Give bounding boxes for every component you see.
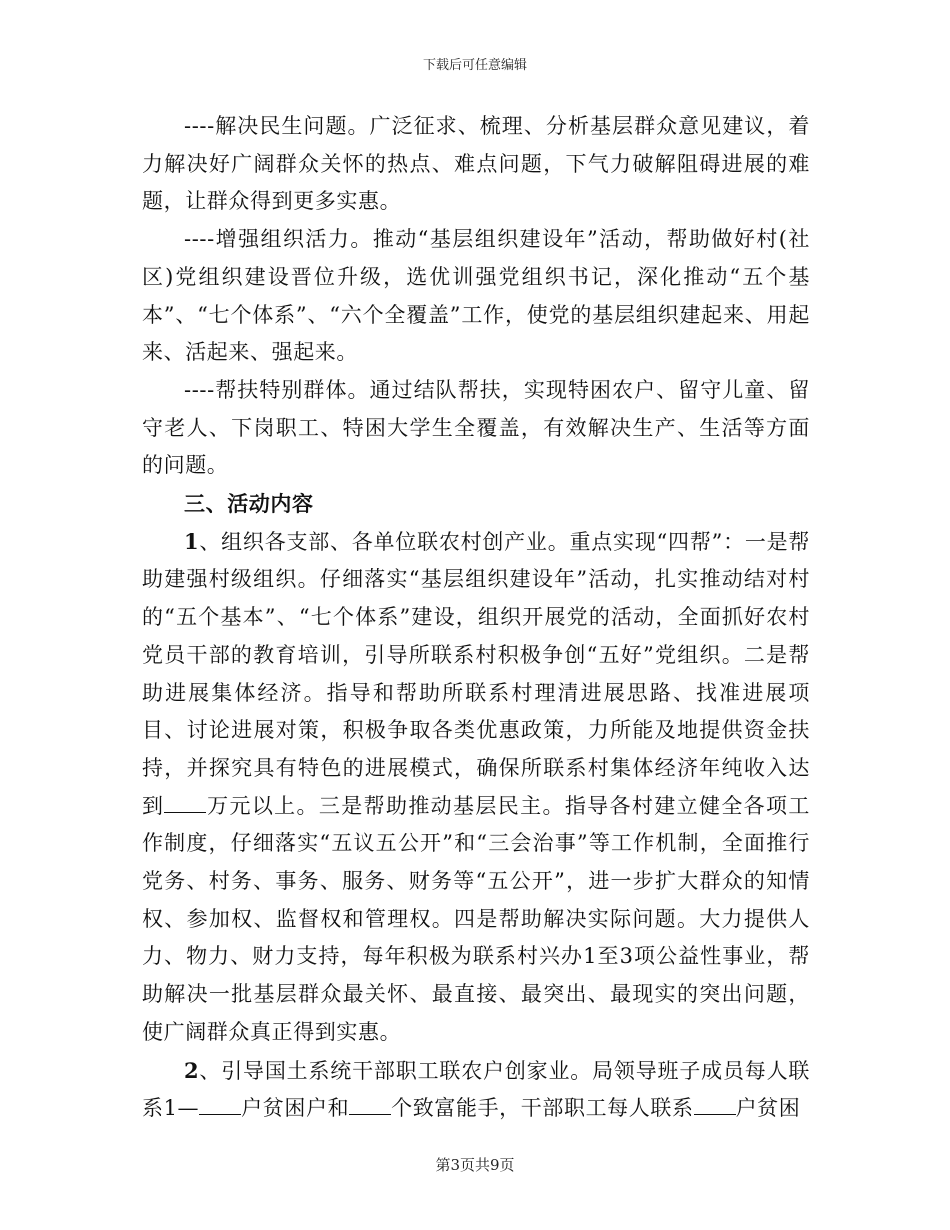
document-body bbox=[142, 108, 810, 1128]
fill-in-blank bbox=[164, 792, 206, 813]
page-number-footer: 第3页共9页 bbox=[435, 1156, 515, 1174]
item-number-2: 2 bbox=[184, 1057, 200, 1083]
fill-in-blank bbox=[694, 1094, 736, 1115]
item-1-text-a: 、组织各支部、各单位联农村创产业。重点实现“四帮”：一是帮助建强村级组织。仔细落实“基层组织建设年”活动，扎实推动结对村的“五个基本”、“七个体系”建设，组织开展党的活动，全面抓好农村党员干部的教育培训，引导所联系村积极争创“五好”党组织。二是帮助进展集体经济。指导和帮助所联系村理清进展思路、找准进展项目、讨论进展对策，积极争取各类优惠政策，力所能及地提供资金扶持，并探究具有特色的进展模式，确保所联系村集体经济年纯收入达到 bbox=[142, 529, 810, 818]
item-2-text-d: 户贫困 bbox=[735, 1096, 801, 1121]
section-title: 三、活动内容 bbox=[184, 491, 314, 517]
item-2-text-c: 个致富能手，干部职工每人联系 bbox=[391, 1096, 694, 1121]
fill-in-blank bbox=[199, 1094, 241, 1115]
paragraph-livelihood: ----解决民生问题。广泛征求、梳理、分析基层群众意见建议，着力解决好广阔群众关怀的热点、难点问题，下气力破解阻碍进展的难题，让群众得到更多实惠。 bbox=[142, 114, 810, 214]
paragraph-special-groups: ----帮扶特别群体。通过结队帮扶，实现特困农户、留守儿童、留守老人、下岗职工、特困大学生全覆盖，有效解决生产、生活等方面的问题。 bbox=[142, 377, 810, 478]
item-1-text-b: 万元以上。三是帮助推动基层民主。指导各村建立健全各项工作制度，仔细落实“五议五公开”和“三会治事”等工作机制，全面推行党务、村务、事务、服务、财务等“五公开”，进一步扩大群众的知情权、参加权、监督权和管理权。四是帮助解决实际问题。大力提供人力、物力、财力支持，每年积极为联系村兴办1至3项公益性事业，帮助解决一批基层群众最关怀、最直接、最突出、最现实的突出问题，使广阔群众真正得到实惠。 bbox=[142, 793, 810, 1044]
item-2-text-a: 、引导国土系统干部职工联农户创家业。局领导班子成员每人联系1— bbox=[142, 1058, 810, 1121]
paragraph-organization: ----增强组织活力。推动“基层组织建设年”活动，帮助做好村(社区)党组织建设晋位升级，选优训强党组织书记，深化推动“五个基本”、“七个体系”、“六个全覆盖”工作，使党的基层组织建起来、用起来、活起来、强起来。 bbox=[142, 227, 810, 365]
item-number-1: 1 bbox=[184, 528, 200, 554]
fill-in-blank bbox=[349, 1094, 391, 1115]
paragraph-item-2 bbox=[142, 1052, 810, 1128]
paragraph-item-1 bbox=[142, 523, 810, 1052]
item-2-text-b: 户贫困户和 bbox=[241, 1096, 350, 1121]
page-header-note: 下载后可任意编辑 bbox=[422, 58, 527, 73]
